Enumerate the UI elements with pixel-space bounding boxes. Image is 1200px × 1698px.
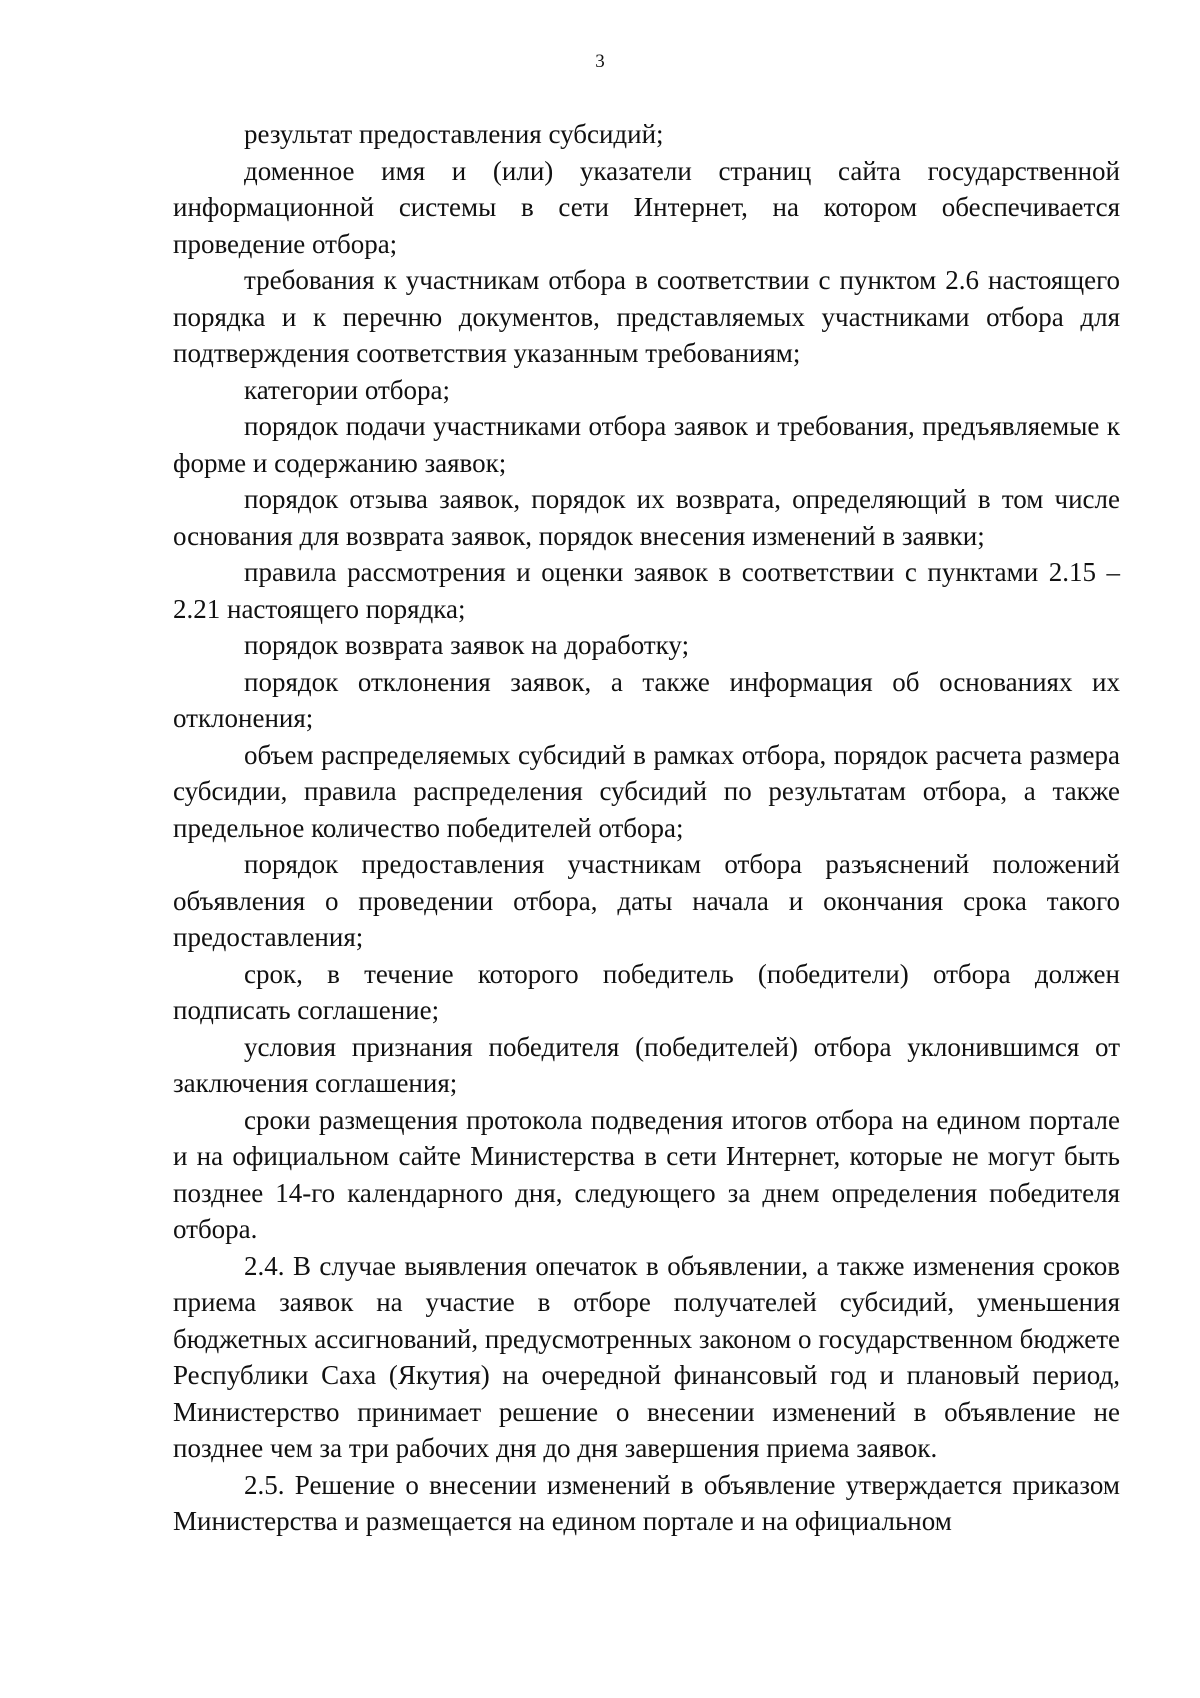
paragraph-4: категории отбора; <box>244 374 450 405</box>
paragraph-15: 2.4. В случае выявления опечаток в объявлении, а также изменения сроков приема заявок на участие в отборе получателей субсидий, уменьшения бюджетных ассигнований, предусмотренных законом о государственном бюджете Республики Саха (Якутия) на очередной финансовый год и плановый период, Министерство принимает решение о внесении изменений в объявление не позднее чем за три рабочих дня до дня завершения приема заявок. <box>173 1250 1120 1463</box>
paragraph-10: объем распределяемых субсидий в рамках отбора, порядок расчета размера субсидии, правила распределения субсидий по результатам отбора, а также предельное количество победителей отбора; <box>173 739 1120 843</box>
paragraph-2: доменное имя и (или) указатели страниц сайта государственной информационной системы в сети Интернет, на котором обеспечивается проведение отбора; <box>173 155 1120 259</box>
paragraph-6: порядок отзыва заявок, порядок их возврата, определяющий в том числе основания для возврата заявок, порядок внесения изменений в заявки; <box>173 484 1120 551</box>
paragraph-11: порядок предоставления участникам отбора разъяснений положений объявления о проведении отбора, даты начала и окончания срока такого предоставления; <box>173 849 1120 952</box>
paragraph-9: порядок отклонения заявок, а также информация об основаниях их отклонения; <box>173 666 1120 733</box>
page-number: 3 <box>595 51 605 72</box>
paragraph-3: требования к участникам отбора в соответствии с пунктом 2.6 настоящего порядка и к перечню документов, представляемых участниками отбора для подтверждения соответствия указанным требованиям; <box>173 265 1120 368</box>
document-body <box>173 116 1120 1540</box>
paragraph-16: 2.5. Решение о внесении изменений в объявление утверждается приказом Министерства и размещается на едином портале и на официальном <box>173 1469 1120 1536</box>
paragraph-12: срок, в течение которого победитель (победители) отбора должен подписать соглашение; <box>173 958 1120 1025</box>
paragraph-5: порядок подачи участниками отбора заявок и требования, предъявляемые к форме и содержанию заявок; <box>173 411 1120 478</box>
paragraph-1: результат предоставления субсидий; <box>244 119 664 149</box>
paragraph-7: правила рассмотрения и оценки заявок в соответствии с пунктами 2.15 – 2.21 настоящего порядка; <box>173 557 1120 624</box>
paragraph-8: порядок возврата заявок на доработку; <box>244 630 690 660</box>
paragraph-14: сроки размещения протокола подведения итогов отбора на едином портале и на официальном сайте Министерства в сети Интернет, которые не могут быть позднее 14-го календарного дня, следующего за днем определения победителя отбора. <box>173 1104 1120 1244</box>
paragraph-13: условия признания победителя (победителей) отбора уклонившимся от заключения соглашения; <box>173 1031 1120 1098</box>
